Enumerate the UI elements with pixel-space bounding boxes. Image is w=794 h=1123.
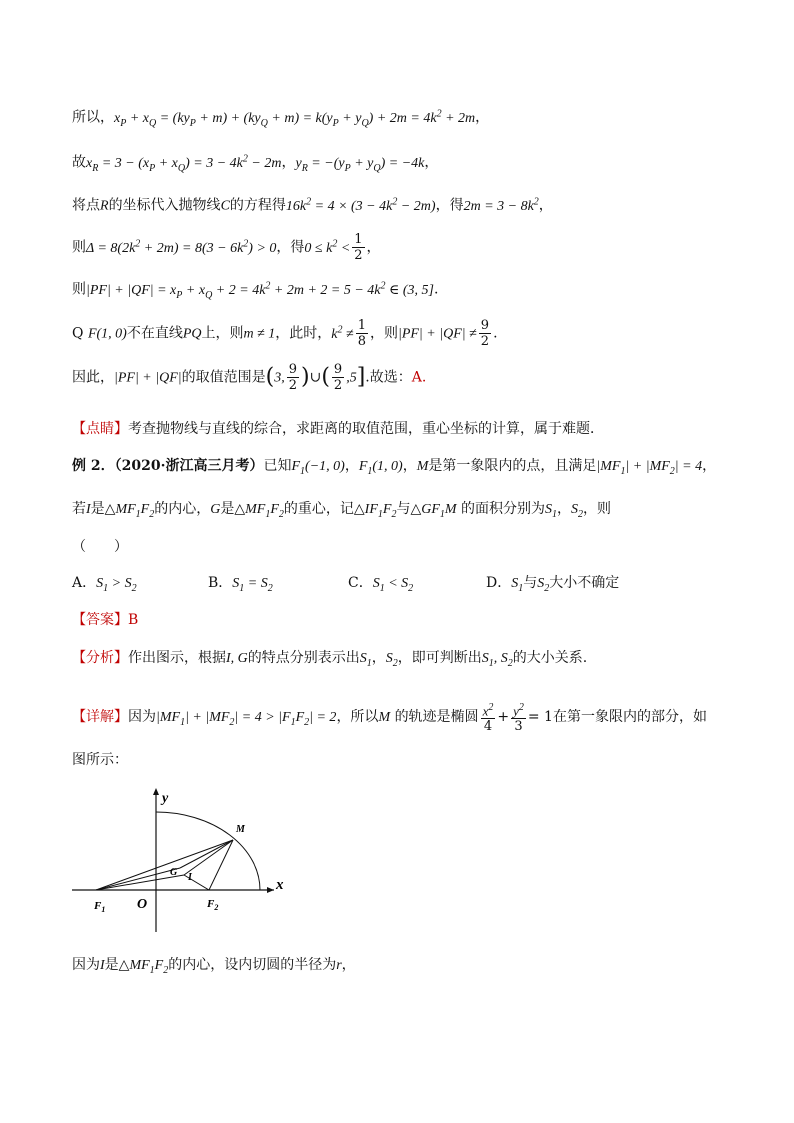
text-l6d: ，此时， — [275, 325, 332, 342]
answer-line — [72, 610, 138, 630]
text-gu: 故 — [72, 154, 86, 171]
text-l4b: ，得 — [276, 239, 305, 256]
text-so: 所以， — [72, 109, 114, 126]
solution-line-2: 故$x_R = 3 - (x_P + x_Q) = 3 - 4k^2 - 2m$，$y_R = -(y_P + y_Q) = -4k$， — [72, 153, 439, 174]
text-de-c: 的轨迹是椭圆 — [394, 709, 479, 726]
text-ex2d: 是 — [220, 501, 235, 517]
segment-f1-g — [96, 868, 180, 890]
solution-line-7: 因此，|PF| + |QF|的取值范围是(3, $\frac{9}{2}$ )∪( $\frac{9}{2}$ ,5].故选：A. — [72, 362, 427, 393]
text-last-a: 因为 — [72, 957, 100, 973]
options-row — [72, 573, 722, 595]
text-ex2c: 的内心， — [154, 501, 211, 517]
paren-text: （ ） — [72, 539, 128, 555]
option-d-text: 与 — [523, 575, 538, 591]
text-ex2g: 的面积分别为 — [461, 501, 545, 517]
text-ex2b: 是 — [90, 501, 105, 517]
label-f1-main: F — [94, 900, 102, 912]
text-de-d: 在第一象限内的部分，如 — [552, 709, 707, 726]
option-c: C．$S_1 < S_2$ — [348, 575, 414, 594]
label-f2-main: F — [207, 898, 215, 910]
label-origin: O — [137, 897, 148, 912]
text-last-b: 是 — [104, 957, 119, 973]
ellipse-figure — [66, 780, 306, 940]
text-l7a: 因此， — [72, 369, 114, 386]
text-l6a: Q — [72, 325, 84, 342]
text-l3c: 的方程得 — [229, 197, 286, 214]
label-m: M — [236, 824, 245, 835]
text-l6c: 上，则 — [201, 325, 244, 342]
text-an-b: 的特点分别表示出 — [247, 650, 360, 666]
example-title: 例 2．（2020·浙江高三月考） — [72, 458, 264, 474]
label-g: G — [170, 867, 178, 878]
answer-paren — [72, 537, 128, 557]
option-b-label: B． — [208, 575, 233, 591]
label-f2 — [206, 898, 218, 912]
text-an-d: 的大小关系. — [512, 650, 588, 666]
solution-line-3: 将点R的坐标代入抛物线C的方程得$16k^2 = 4 \times (3 - 4k^2 - 2m)$，得$2m = 3 - 8k^2$， — [72, 196, 553, 214]
option-a: A．$S_1 > S_2$ — [72, 575, 137, 594]
text-ex-a: 已知 — [263, 458, 292, 474]
segment-i-m — [184, 840, 233, 875]
x-axis-arrow — [267, 887, 274, 893]
text-l3a: 将点 — [72, 197, 100, 214]
option-d: D．$S_1$与$S_2$大小不确定 — [486, 575, 620, 594]
detail-line: 【详解】因为$|MF_1| + |MF_2| = 4 > |F_1F_2| = 2$，所以M 的轨迹是椭圆 $\frac{x^2}{4}$ + $\frac{y^2}{3}$ = 1在第一象限内的部分，如 — [72, 702, 707, 735]
text-l7b: 的取值范围是 — [181, 369, 266, 386]
solution-line-4: 则$\Delta = 8(2k^2 + 2m) = 8(3 - 6k^2) > 0$，得$0 \le k^2$ < $\frac{1}{2}$ ， — [72, 232, 381, 263]
solution-line-1: 所以，$x_P + x_Q = (ky_P + m) + (ky_Q + m) = k(y_P + y_Q) + 2m = 4k^2 + 2m$， — [72, 108, 490, 129]
text-ex2e: 的重心，记 — [283, 501, 354, 517]
option-a-label: A． — [72, 575, 97, 591]
text-l7c: 故选： — [369, 369, 412, 386]
text-ex2f: 与 — [396, 501, 411, 517]
label-f1 — [93, 900, 105, 914]
text-an-a: 作出图示，根据 — [128, 650, 226, 666]
text-l6b: 不在直线 — [126, 325, 183, 342]
label-y: y — [162, 791, 169, 806]
text-ex2h: ，则 — [583, 501, 611, 517]
text-de-b: ，所以 — [336, 709, 379, 726]
answer-tag: 【答案】 — [72, 612, 128, 628]
y-axis-arrow — [153, 788, 159, 795]
label-f1-sub: 1 — [101, 905, 106, 914]
text-de-a: 因为 — [128, 709, 156, 726]
answer-a: A. — [411, 369, 427, 386]
analysis-line: 【分析】作出图示，根据I, G的特点分别表示出$S_1$，$S_2$，即可判断出$S_1$, $S_2$的大小关系. — [72, 650, 588, 669]
label-i: I — [188, 872, 192, 883]
option-d-label: D． — [486, 575, 512, 591]
label-f2-sub: 2 — [214, 903, 219, 912]
text-last-c: 的内心，设内切圆的半径为 — [168, 957, 337, 973]
segment-g-m — [180, 840, 233, 868]
solution-line-5: 则$|PF| + |QF| = x_P + x_Q + 2 = 4k^2 + 2m + 2 = 5 - 4k^2$ ∈ (3, 5]. — [72, 280, 439, 301]
analysis-tag: 【分析】 — [72, 650, 128, 666]
comment-line — [72, 419, 604, 439]
example-line-2: 若I是$\triangle MF_1F_2$的内心，G是$\triangle MF_1F_2$的重心，记$\triangle IF_1F_2$与$\triangle GF_1M$ 的面积分别为$S_1$，$S_2$，则 — [72, 501, 611, 520]
option-c-label: C． — [348, 575, 373, 591]
text-l4a: 则 — [72, 239, 86, 256]
label-x: x — [276, 877, 284, 893]
last-line: 因为I是$\triangle MF_1F_2$的内心，设内切圆的半径为r， — [72, 957, 356, 976]
text-de-line2: 图所示： — [72, 752, 128, 768]
detail-tag: 【详解】 — [72, 709, 128, 726]
text-l5a: 则 — [72, 281, 86, 298]
answer-value: B — [128, 612, 139, 628]
option-d-tail: 大小不确定 — [549, 575, 620, 591]
text-an-c: ，即可判断出 — [397, 650, 482, 666]
text-l6e: ，则 — [369, 325, 398, 342]
text-l3d: ，得 — [435, 197, 464, 214]
comment-tag: 【点睛】 — [72, 421, 128, 437]
text-ex2a: 若 — [72, 501, 86, 517]
option-b: B．$S_1 = S_2$ — [208, 575, 273, 594]
comment-text: 考查抛物线与直线的综合，求距离的取值范围，重心坐标的计算，属于难题． — [128, 421, 604, 437]
text-l3b: 的坐标代入抛物线 — [108, 197, 221, 214]
example-line-1: 例 2．（2020·浙江高三月考）已知$F_1(-1$, 0)，$F_1(1$, 0)，M是第一象限内的点，且满足$|MF_1| + |MF_2| = 4$， — [72, 458, 717, 477]
detail-line-2 — [72, 750, 128, 770]
solution-line-6: Q F(1, 0)不在直线PQ上，则m ≠ 1，此时，$k^2$ ≠ $\frac{1}{8}$ ，则|PF| + |QF| ≠ $\frac{9}{2}$ . — [72, 318, 498, 349]
text-ex-b: 是第一象限内的点，且满足 — [428, 458, 597, 474]
